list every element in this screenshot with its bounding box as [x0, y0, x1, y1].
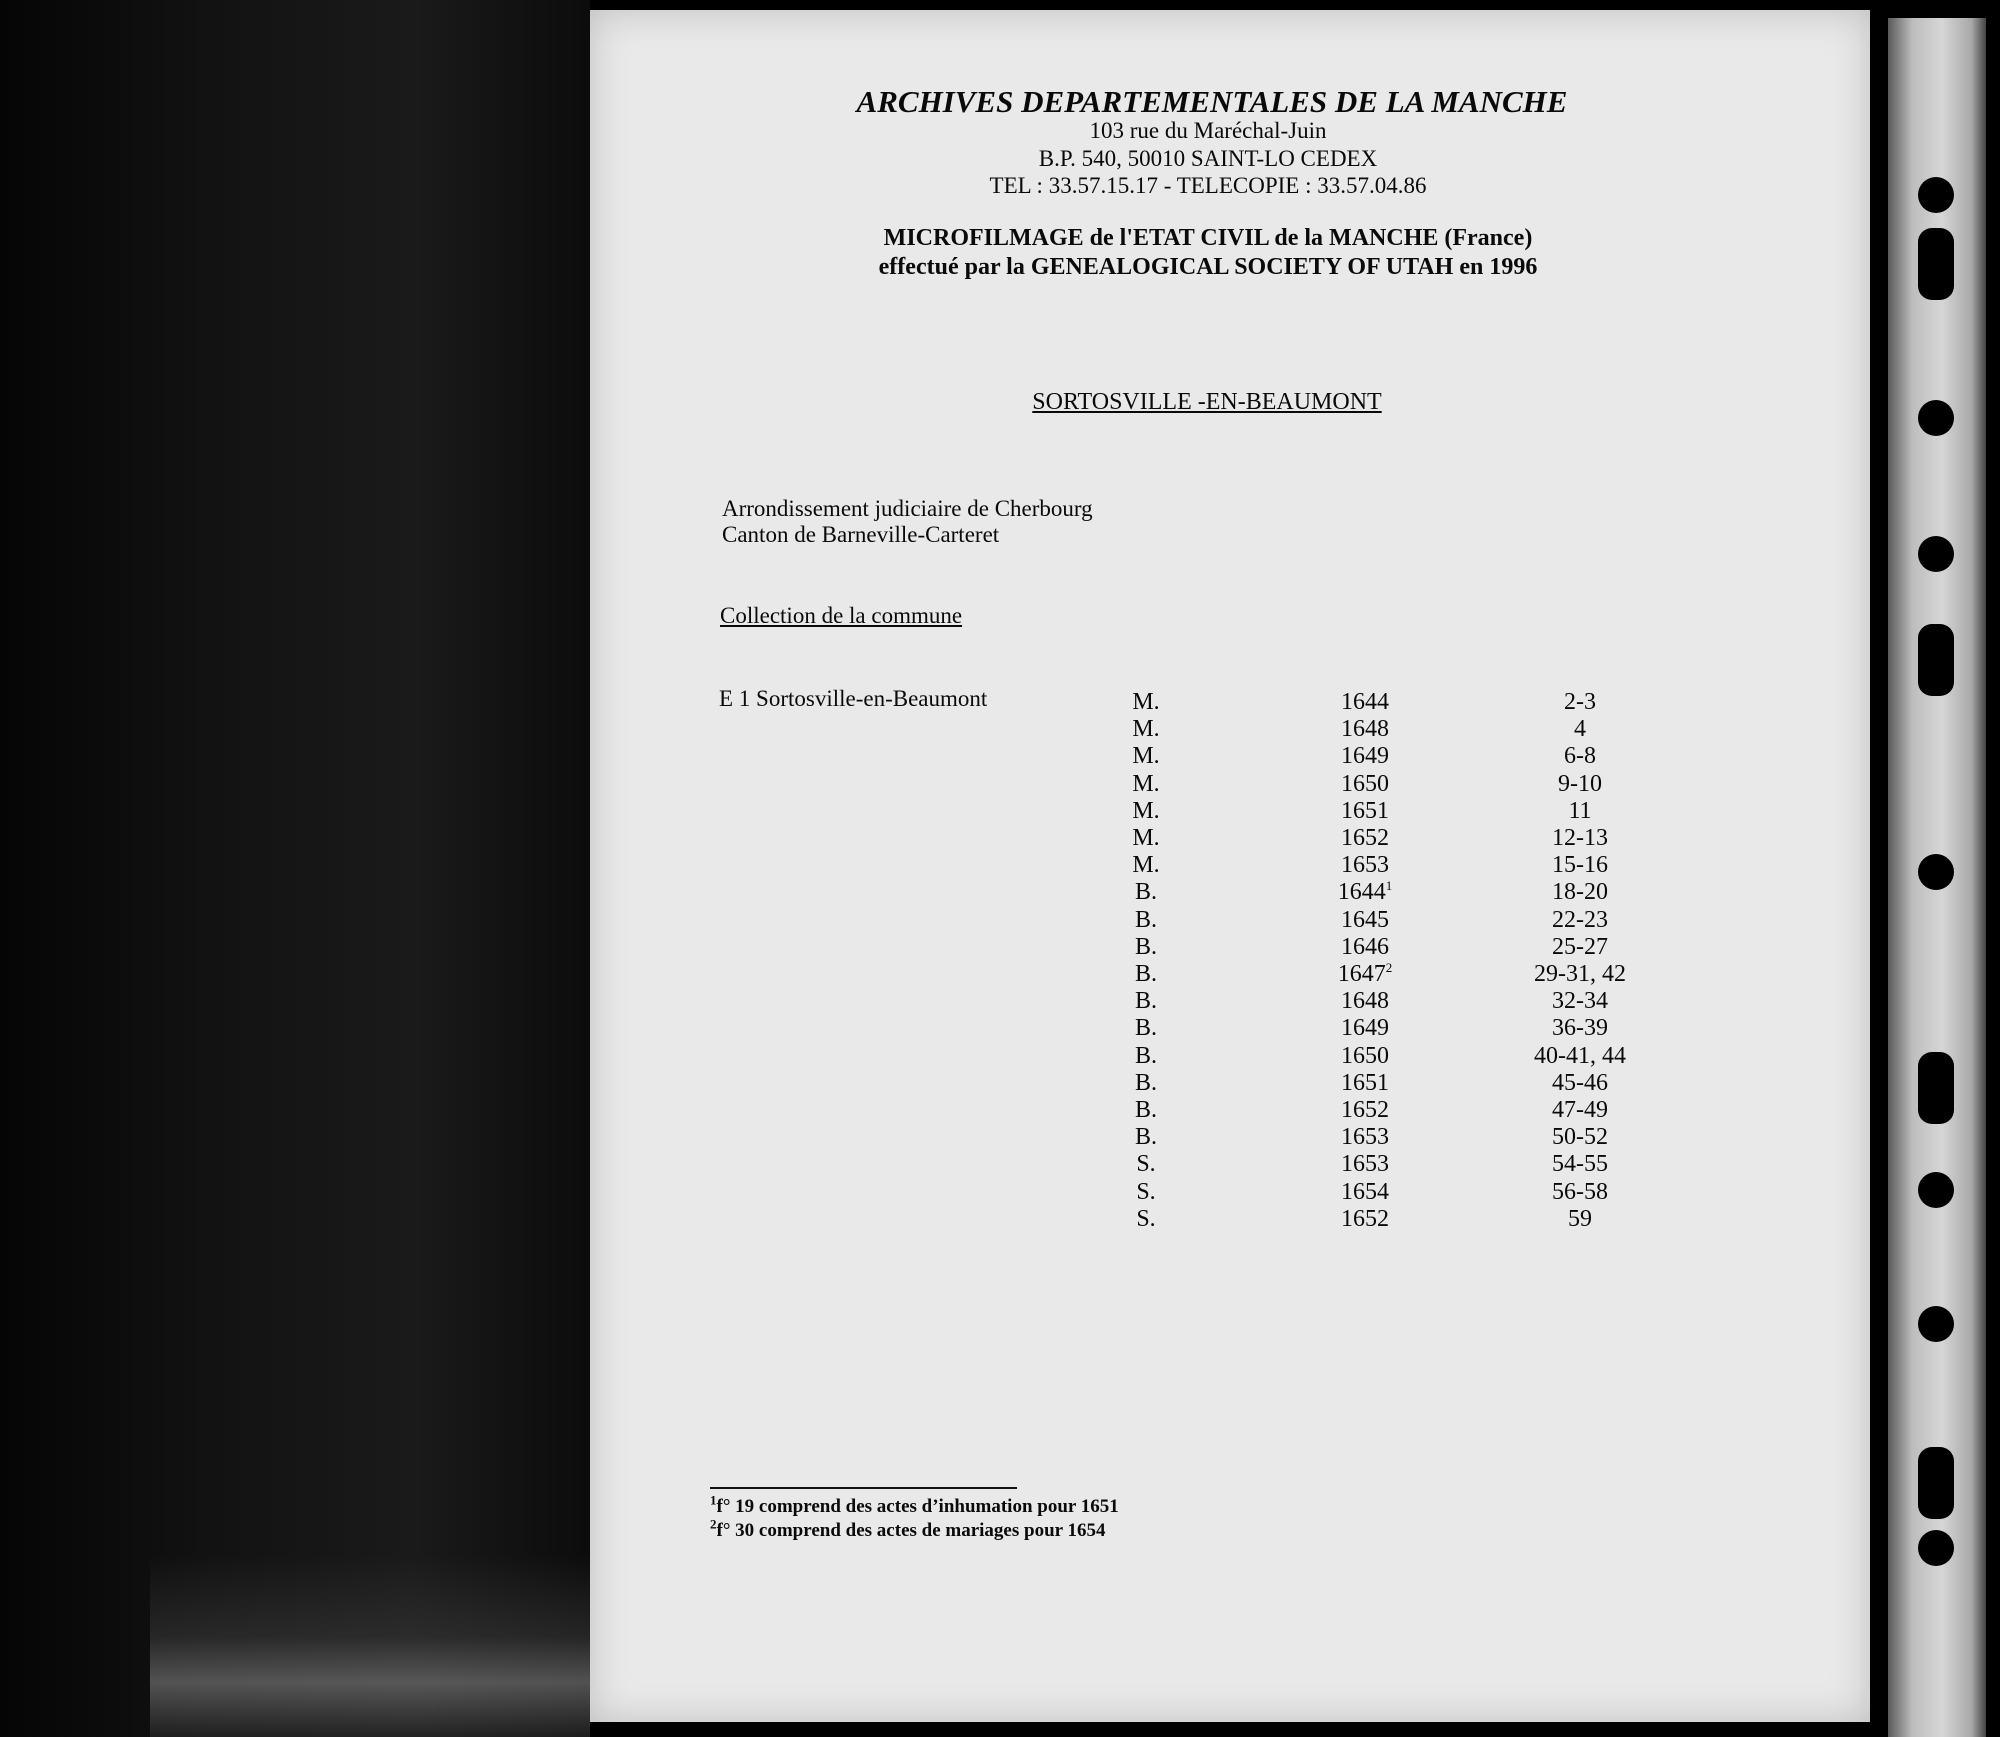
table-row [0, 988, 2000, 1015]
entry-folios: 59 [1568, 1205, 1592, 1232]
entry-folios: 12-13 [1552, 825, 1608, 851]
binder-hole [1918, 1447, 1954, 1519]
entry-type: B. [1134, 1069, 1158, 1096]
table-row [0, 1151, 2000, 1178]
entry-type: B. [1134, 879, 1158, 906]
entry-folios: 36-39 [1552, 1015, 1608, 1042]
register-label: E 1 Sortosville-en-Beaumont [719, 686, 988, 711]
entry-year [1341, 988, 1389, 1015]
entry-year-value: 1648 [1341, 716, 1389, 743]
entry-year [1341, 1097, 1389, 1124]
table-row [0, 689, 2000, 716]
entry-folios: 11 [1568, 797, 1592, 824]
entry-year-value: 1653 [1341, 1151, 1389, 1178]
entry-type: S. [1136, 1151, 1156, 1178]
entry-type: M. [1132, 797, 1160, 824]
entry-type: S. [1136, 1178, 1156, 1205]
table-row [0, 798, 2000, 825]
phone-fax: TEL : 33.57.15.17 - TELECOPIE : 33.57.04.86 [989, 173, 1427, 198]
entry-year [1341, 1124, 1389, 1151]
binder-hole [1918, 400, 1954, 436]
entry-folios: 25-27 [1552, 933, 1608, 960]
entry-folios: 29-31, 42 [1534, 961, 1626, 987]
table-row [0, 771, 2000, 798]
entry-year-value: 1652 [1341, 1097, 1389, 1123]
entry-year-value: 1650 [1341, 1042, 1389, 1069]
footnote-1 [710, 1492, 1119, 1518]
entry-folios: 2-3 [1564, 689, 1596, 715]
entry-year-value: 1653 [1341, 1124, 1389, 1151]
entry-folios: 50-52 [1552, 1124, 1608, 1151]
entry-folios: 22-23 [1552, 906, 1608, 933]
entry-folios: 56-58 [1552, 1178, 1608, 1205]
entry-year-value: 1644 [1341, 689, 1389, 715]
binder-hole [1918, 228, 1954, 300]
entry-folios: 47-49 [1552, 1097, 1608, 1123]
project-line-2: effectué par la GENEALOGICAL SOCIETY OF UTAH en 1996 [878, 254, 1538, 280]
table-row [0, 1206, 2000, 1233]
table-row [0, 825, 2000, 852]
address-postal: B.P. 540, 50010 SAINT-LO CEDEX [1038, 146, 1378, 171]
binder-hole [1918, 1306, 1954, 1342]
binder-hole [1918, 624, 1954, 696]
table-row [0, 961, 2000, 988]
entry-type: B. [1134, 1015, 1158, 1042]
table-row [0, 1179, 2000, 1206]
table-row [0, 1097, 2000, 1124]
entry-year [1341, 771, 1389, 798]
footnote-mark: 1 [710, 1492, 717, 1508]
entry-type: B. [1134, 933, 1158, 960]
entry-type: B. [1134, 1042, 1158, 1069]
entry-folios: 6-8 [1564, 743, 1596, 770]
entry-type: B. [1134, 988, 1158, 1015]
entry-folios: 45-46 [1552, 1069, 1608, 1096]
entry-year-value: 1651 [1341, 797, 1389, 824]
table-row [0, 1124, 2000, 1151]
table-row [0, 879, 2000, 906]
entry-year [1341, 743, 1389, 770]
entry-type: M. [1132, 743, 1160, 770]
entry-folios: 32-34 [1552, 988, 1608, 1015]
entry-folios: 54-55 [1552, 1151, 1608, 1178]
collection-heading: Collection de la commune [720, 603, 963, 628]
entry-year [1341, 934, 1389, 961]
arrondissement: Arrondissement judiciaire de Cherbourg [722, 496, 1093, 521]
address-street: 103 rue du Maréchal-Juin [1089, 118, 1327, 143]
entry-year-value: 1650 [1341, 770, 1389, 797]
entry-year [1341, 1206, 1389, 1233]
entry-year [1341, 1043, 1389, 1070]
binder-hole [1918, 177, 1954, 213]
table-row [0, 852, 2000, 879]
table-row [0, 1015, 2000, 1042]
entry-year [1338, 879, 1393, 906]
table-row [0, 934, 2000, 961]
table-row [0, 716, 2000, 743]
entry-year [1341, 1015, 1389, 1042]
entry-folios: 9-10 [1558, 770, 1602, 797]
entry-year [1341, 689, 1389, 716]
cover-torn-edge [150, 1555, 590, 1737]
entry-type: B. [1134, 906, 1158, 933]
entry-year [1341, 1070, 1389, 1097]
entry-folios: 4 [1574, 716, 1586, 743]
table-row [0, 907, 2000, 934]
entry-year-value: 1651 [1341, 1069, 1389, 1096]
entry-year-value: 1649 [1341, 743, 1389, 770]
entry-year-value: 1652 [1341, 825, 1389, 851]
footnote-ref: 1 [1385, 878, 1393, 894]
entry-type: M. [1132, 852, 1160, 879]
footnote-text: f° 30 comprend des actes de mariages pour 1654 [716, 1520, 1106, 1541]
entry-type: M. [1132, 716, 1160, 743]
entry-year-value: 1647 [1337, 961, 1386, 987]
footnote-separator [710, 1487, 1017, 1489]
entry-folios: 18-20 [1552, 879, 1608, 906]
entry-folios: 15-16 [1552, 852, 1608, 879]
entry-year-value: 1644 [1337, 879, 1386, 906]
commune-name: SORTOSVILLE -EN-BEAUMONT [1032, 389, 1382, 415]
entry-year [1341, 798, 1389, 825]
binder-hole [1918, 536, 1954, 572]
entry-type: B. [1134, 1124, 1158, 1151]
entry-year-value: 1652 [1341, 1205, 1389, 1232]
footnote-ref: 2 [1385, 960, 1393, 975]
entry-year-value: 1645 [1341, 906, 1389, 933]
table-row [0, 1043, 2000, 1070]
entry-year-value: 1646 [1341, 933, 1389, 960]
entry-year [1338, 961, 1393, 988]
archives-title: ARCHIVES DEPARTEMENTALES DE LA MANCHE [856, 84, 1568, 119]
entry-year [1341, 825, 1389, 852]
canton: Canton de Barneville-Carteret [722, 522, 1000, 547]
entry-type: M. [1132, 770, 1160, 797]
entry-year [1341, 716, 1389, 743]
entry-type: M. [1132, 689, 1160, 715]
entry-type: M. [1132, 825, 1160, 851]
entry-type: B. [1134, 961, 1158, 987]
table-row [0, 743, 2000, 770]
entry-year-value: 1653 [1341, 852, 1389, 879]
project-line-1: MICROFILMAGE de l'ETAT CIVIL de la MANCHE (France) [883, 225, 1533, 251]
entry-year [1341, 1151, 1389, 1178]
entry-year [1341, 852, 1389, 879]
entry-year [1341, 1179, 1389, 1206]
footnote-mark: 2 [710, 1516, 717, 1532]
entry-year-value: 1649 [1341, 1015, 1389, 1042]
footnote-2 [710, 1516, 1106, 1542]
entry-folios: 40-41, 44 [1534, 1042, 1626, 1069]
entry-type: B. [1134, 1097, 1158, 1123]
entry-year [1341, 907, 1389, 934]
binder-hole [1918, 1530, 1954, 1566]
entry-year-value: 1648 [1341, 988, 1389, 1015]
table-row [0, 1070, 2000, 1097]
entry-type: S. [1136, 1205, 1156, 1232]
footnote-text: f° 19 comprend des actes d’inhumation pour 1651 [716, 1496, 1119, 1517]
entry-year-value: 1654 [1341, 1178, 1389, 1205]
